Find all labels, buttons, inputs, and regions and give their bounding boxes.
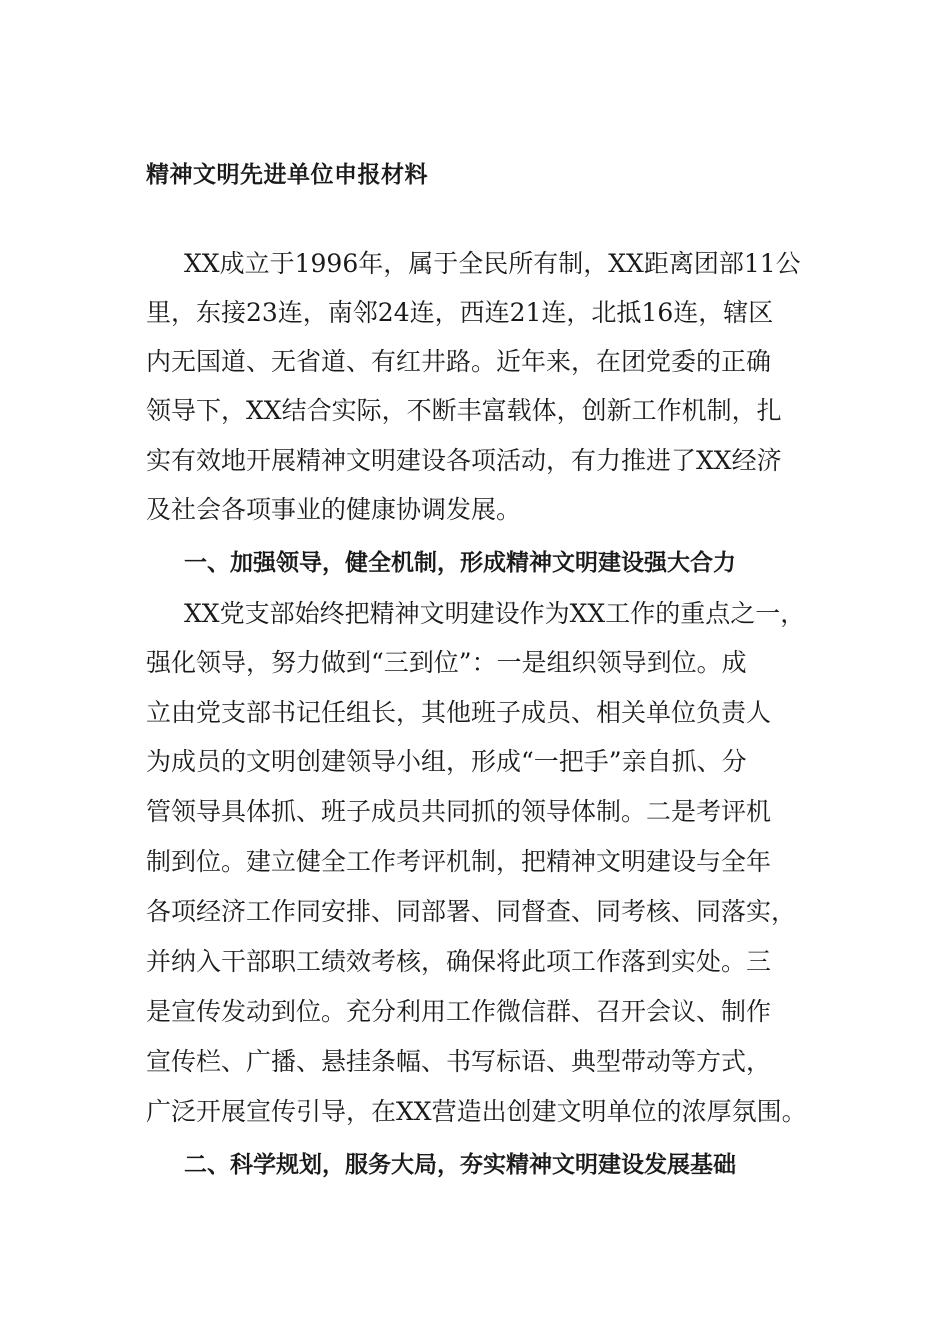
section-heading-2: 二、科学规划，服务大局，夯实精神文明建设发展基础 (184, 1152, 736, 1178)
paragraph-line: 并纳入干部职工绩效考核，确保将此项工作落到实处。三 (146, 947, 772, 976)
paragraph-line: 制到位。建立健全工作考评机制，把精神文明建设与全年 (146, 847, 772, 876)
paragraph-line: 宣传栏、广播、悬挂条幅、书写标语、典型带动等方式， (146, 1047, 772, 1076)
paragraph-line: 及社会各项事业的健康协调发展。 (146, 495, 522, 524)
document-title: 精神文明先进单位申报材料 (146, 162, 428, 188)
paragraph-line: XX成立于1996年，属于全民所有制，XX距离团部11公 (184, 249, 801, 278)
paragraph-line: 各项经济工作同安排、同部署、同督查、同考核、同落实， (146, 897, 797, 926)
paragraph-line: 实有效地开展精神文明建设各项活动，有力推进了XX经济 (146, 446, 782, 475)
paragraph-line: XX党支部始终把精神文明建设作为XX工作的重点之一， (184, 599, 806, 628)
paragraph-line: 强化领导，努力做到“三到位”：一是组织领导到位。成 (146, 648, 747, 677)
paragraph-line: 里，东接23连，南邻24连，西连21连，北抵16连，辖区 (146, 298, 774, 327)
section-heading-1: 一、加强领导，健全机制，形成精神文明建设强大合力 (184, 550, 736, 576)
paragraph-line: 管领导具体抓、班子成员共同抓的领导体制。二是考评机 (146, 797, 772, 826)
paragraph-line: 为成员的文明创建领导小组，形成“一把手”亲自抓、分 (146, 747, 747, 776)
paragraph-line: 是宣传发动到位。充分利用工作微信群、召开会议、制作 (146, 997, 772, 1026)
paragraph-line: 内无国道、无省道、有红井路。近年来，在团党委的正确 (146, 347, 772, 376)
paragraph-line: 领导下，XX结合实际，不断丰富载体，创新工作机制，扎 (146, 396, 782, 425)
paragraph-line: 广泛开展宣传引导，在XX营造出创建文明单位的浓厚氛围。 (146, 1097, 807, 1126)
paragraph-line: 立由党支部书记任组长，其他班子成员、相关单位负责人 (146, 698, 772, 727)
